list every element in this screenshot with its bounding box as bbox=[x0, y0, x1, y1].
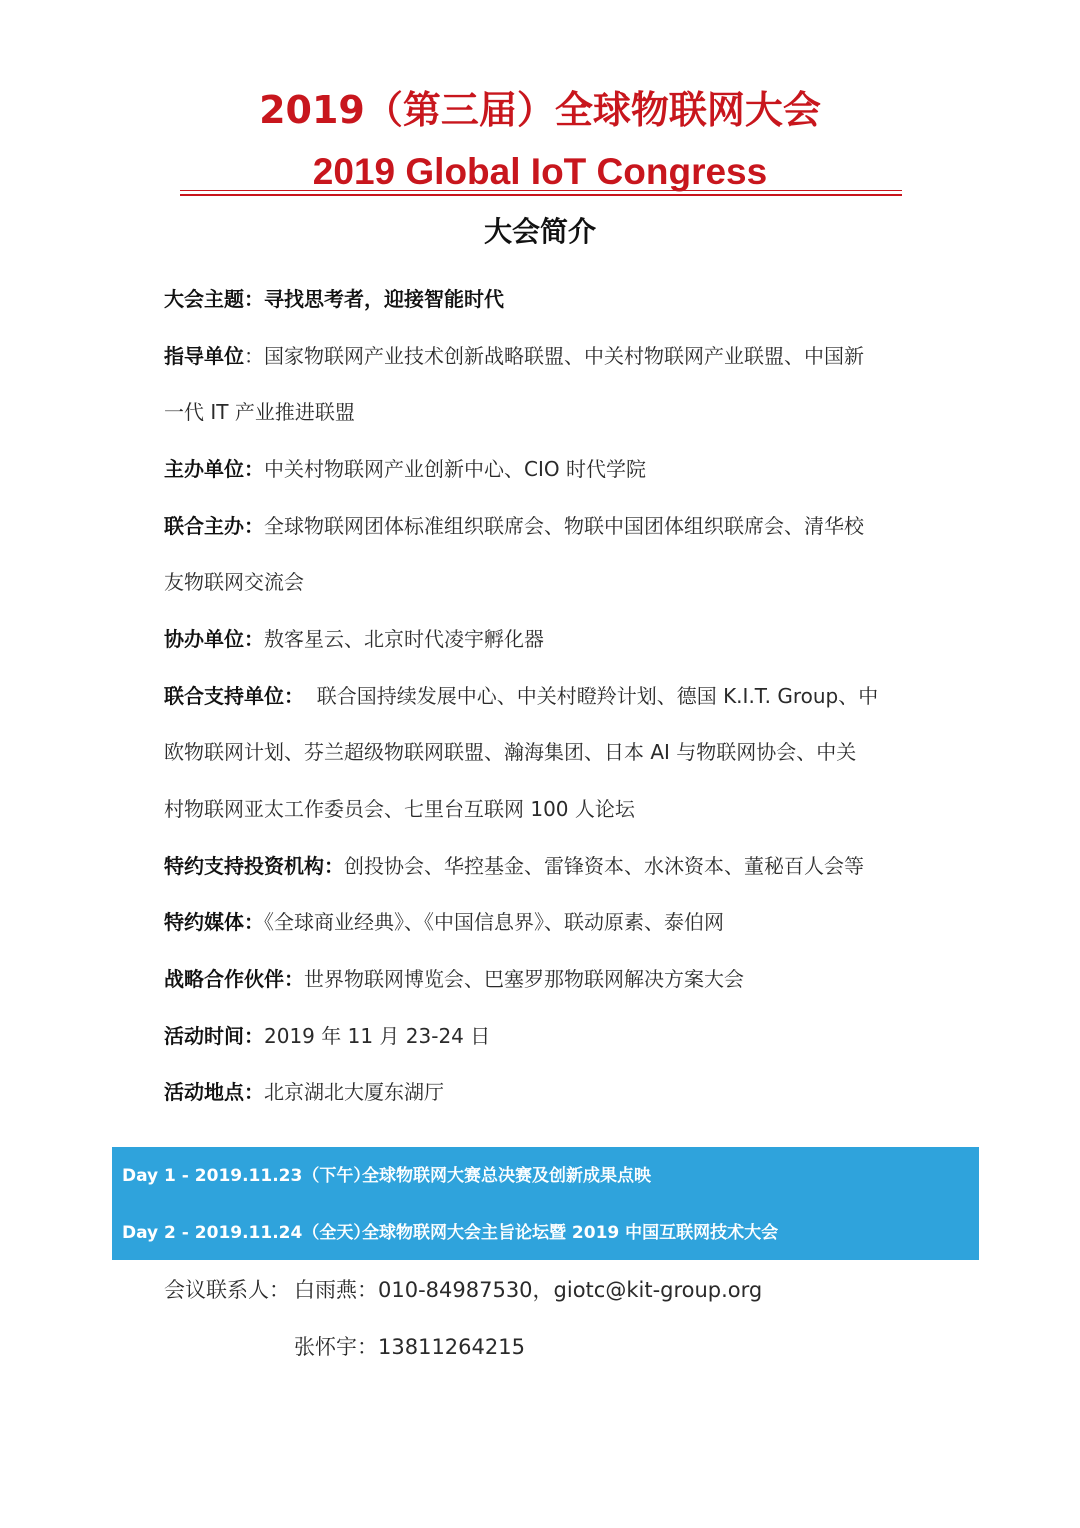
info-label: 活动地点： bbox=[164, 1080, 264, 1104]
info-line-partners bbox=[164, 959, 964, 999]
info-line-coorganizer bbox=[164, 619, 964, 659]
contact-line-2: 张怀宇：13811264215 bbox=[294, 1335, 525, 1359]
info-text: 世界物联网博览会、巴塞罗那物联网解决方案大会 bbox=[304, 967, 744, 991]
contact-label: 会议联系人： bbox=[164, 1278, 290, 1302]
info-line-guidance-cont bbox=[164, 392, 964, 432]
schedule-banner bbox=[112, 1147, 979, 1260]
info-line-host bbox=[164, 449, 964, 489]
info-label: 战略合作伙伴： bbox=[164, 967, 304, 991]
info-line-cohost bbox=[164, 506, 964, 546]
info-text: 敖客星云、北京时代凌宇孵化器 bbox=[264, 627, 544, 651]
info-text: 欧物联网计划、芬兰超级物联网联盟、瀚海集团、日本 AI 与物联网协会、中关 bbox=[164, 740, 857, 764]
schedule-day: Day 1 - 2019.11.23（下午） bbox=[122, 1166, 371, 1186]
schedule-event: 全球物联网大赛总决赛及创新成果点映 bbox=[362, 1166, 651, 1186]
info-label: 特约支持投资机构： bbox=[164, 854, 344, 878]
info-line-venue bbox=[164, 1072, 964, 1112]
info-text: 一代 IT 产业推进联盟 bbox=[164, 400, 355, 424]
info-text: 村物联网亚太工作委员会、七里台互联网 100 人论坛 bbox=[164, 797, 635, 821]
info-line-time bbox=[164, 1016, 964, 1056]
info-label: 协办单位： bbox=[164, 627, 264, 651]
info-text: 全球物联网团体标准组织联席会、物联中国团体组织联席会、清华校 bbox=[264, 514, 864, 538]
schedule-row-day1 bbox=[122, 1161, 651, 1191]
info-line-guidance bbox=[164, 336, 964, 376]
schedule-row-day2 bbox=[122, 1218, 778, 1248]
info-line-supporters-cont bbox=[164, 732, 964, 772]
info-line-theme bbox=[164, 279, 964, 319]
info-label: 大会主题： bbox=[164, 287, 264, 311]
info-text: ：国家物联网产业技术创新战略联盟、中关村物联网产业联盟、中国新 bbox=[244, 344, 864, 368]
info-label: 联合主办： bbox=[164, 514, 264, 538]
info-label: 联合支持单位： bbox=[164, 684, 304, 708]
info-line-investors bbox=[164, 846, 964, 886]
page-title-cn: 2019（第三届）全球物联网大会 bbox=[259, 88, 821, 132]
contact-line-1: 白雨燕：010-84987530，giotc@kit-group.org bbox=[294, 1278, 763, 1302]
schedule-event: 全球物联网大会主旨论坛暨 2019 中国互联网技术大会 bbox=[362, 1223, 779, 1243]
page-title-en: 2019 Global IoT Congress bbox=[312, 151, 768, 192]
info-line-media bbox=[164, 902, 964, 942]
info-label: 特约媒体： bbox=[164, 910, 264, 934]
info-label: 指导单位 bbox=[164, 344, 244, 368]
info-line-supporters bbox=[164, 676, 964, 716]
schedule-day: Day 2 - 2019.11.24（全天） bbox=[122, 1223, 371, 1243]
info-label: 活动时间： bbox=[164, 1024, 264, 1048]
info-text: 2019 年 11 月 23-24 日 bbox=[264, 1024, 491, 1048]
info-text: 北京湖北大厦东湖厅 bbox=[264, 1080, 444, 1104]
info-text: 联合国持续发展中心、中关村瞪羚计划、德国 K.I.T. Group、中 bbox=[304, 684, 879, 708]
section-subtitle: 大会简介 bbox=[483, 215, 596, 248]
info-text: 寻找思考者，迎接智能时代 bbox=[264, 287, 504, 311]
info-text: 中关村物联网产业创新中心、CIO 时代学院 bbox=[264, 457, 646, 481]
info-line-cohost-cont bbox=[164, 562, 964, 602]
info-text: 《全球商业经典》、《中国信息界》、联动原素、泰伯网 bbox=[264, 910, 724, 934]
title-divider-top bbox=[180, 190, 902, 191]
info-text: 创投协会、华控基金、雷锋资本、水沐资本、董秘百人会等 bbox=[344, 854, 864, 878]
info-line-supporters-cont2 bbox=[164, 789, 964, 829]
title-divider-bottom bbox=[180, 194, 902, 196]
info-label: 主办单位： bbox=[164, 457, 264, 481]
info-text: 友物联网交流会 bbox=[164, 570, 304, 594]
